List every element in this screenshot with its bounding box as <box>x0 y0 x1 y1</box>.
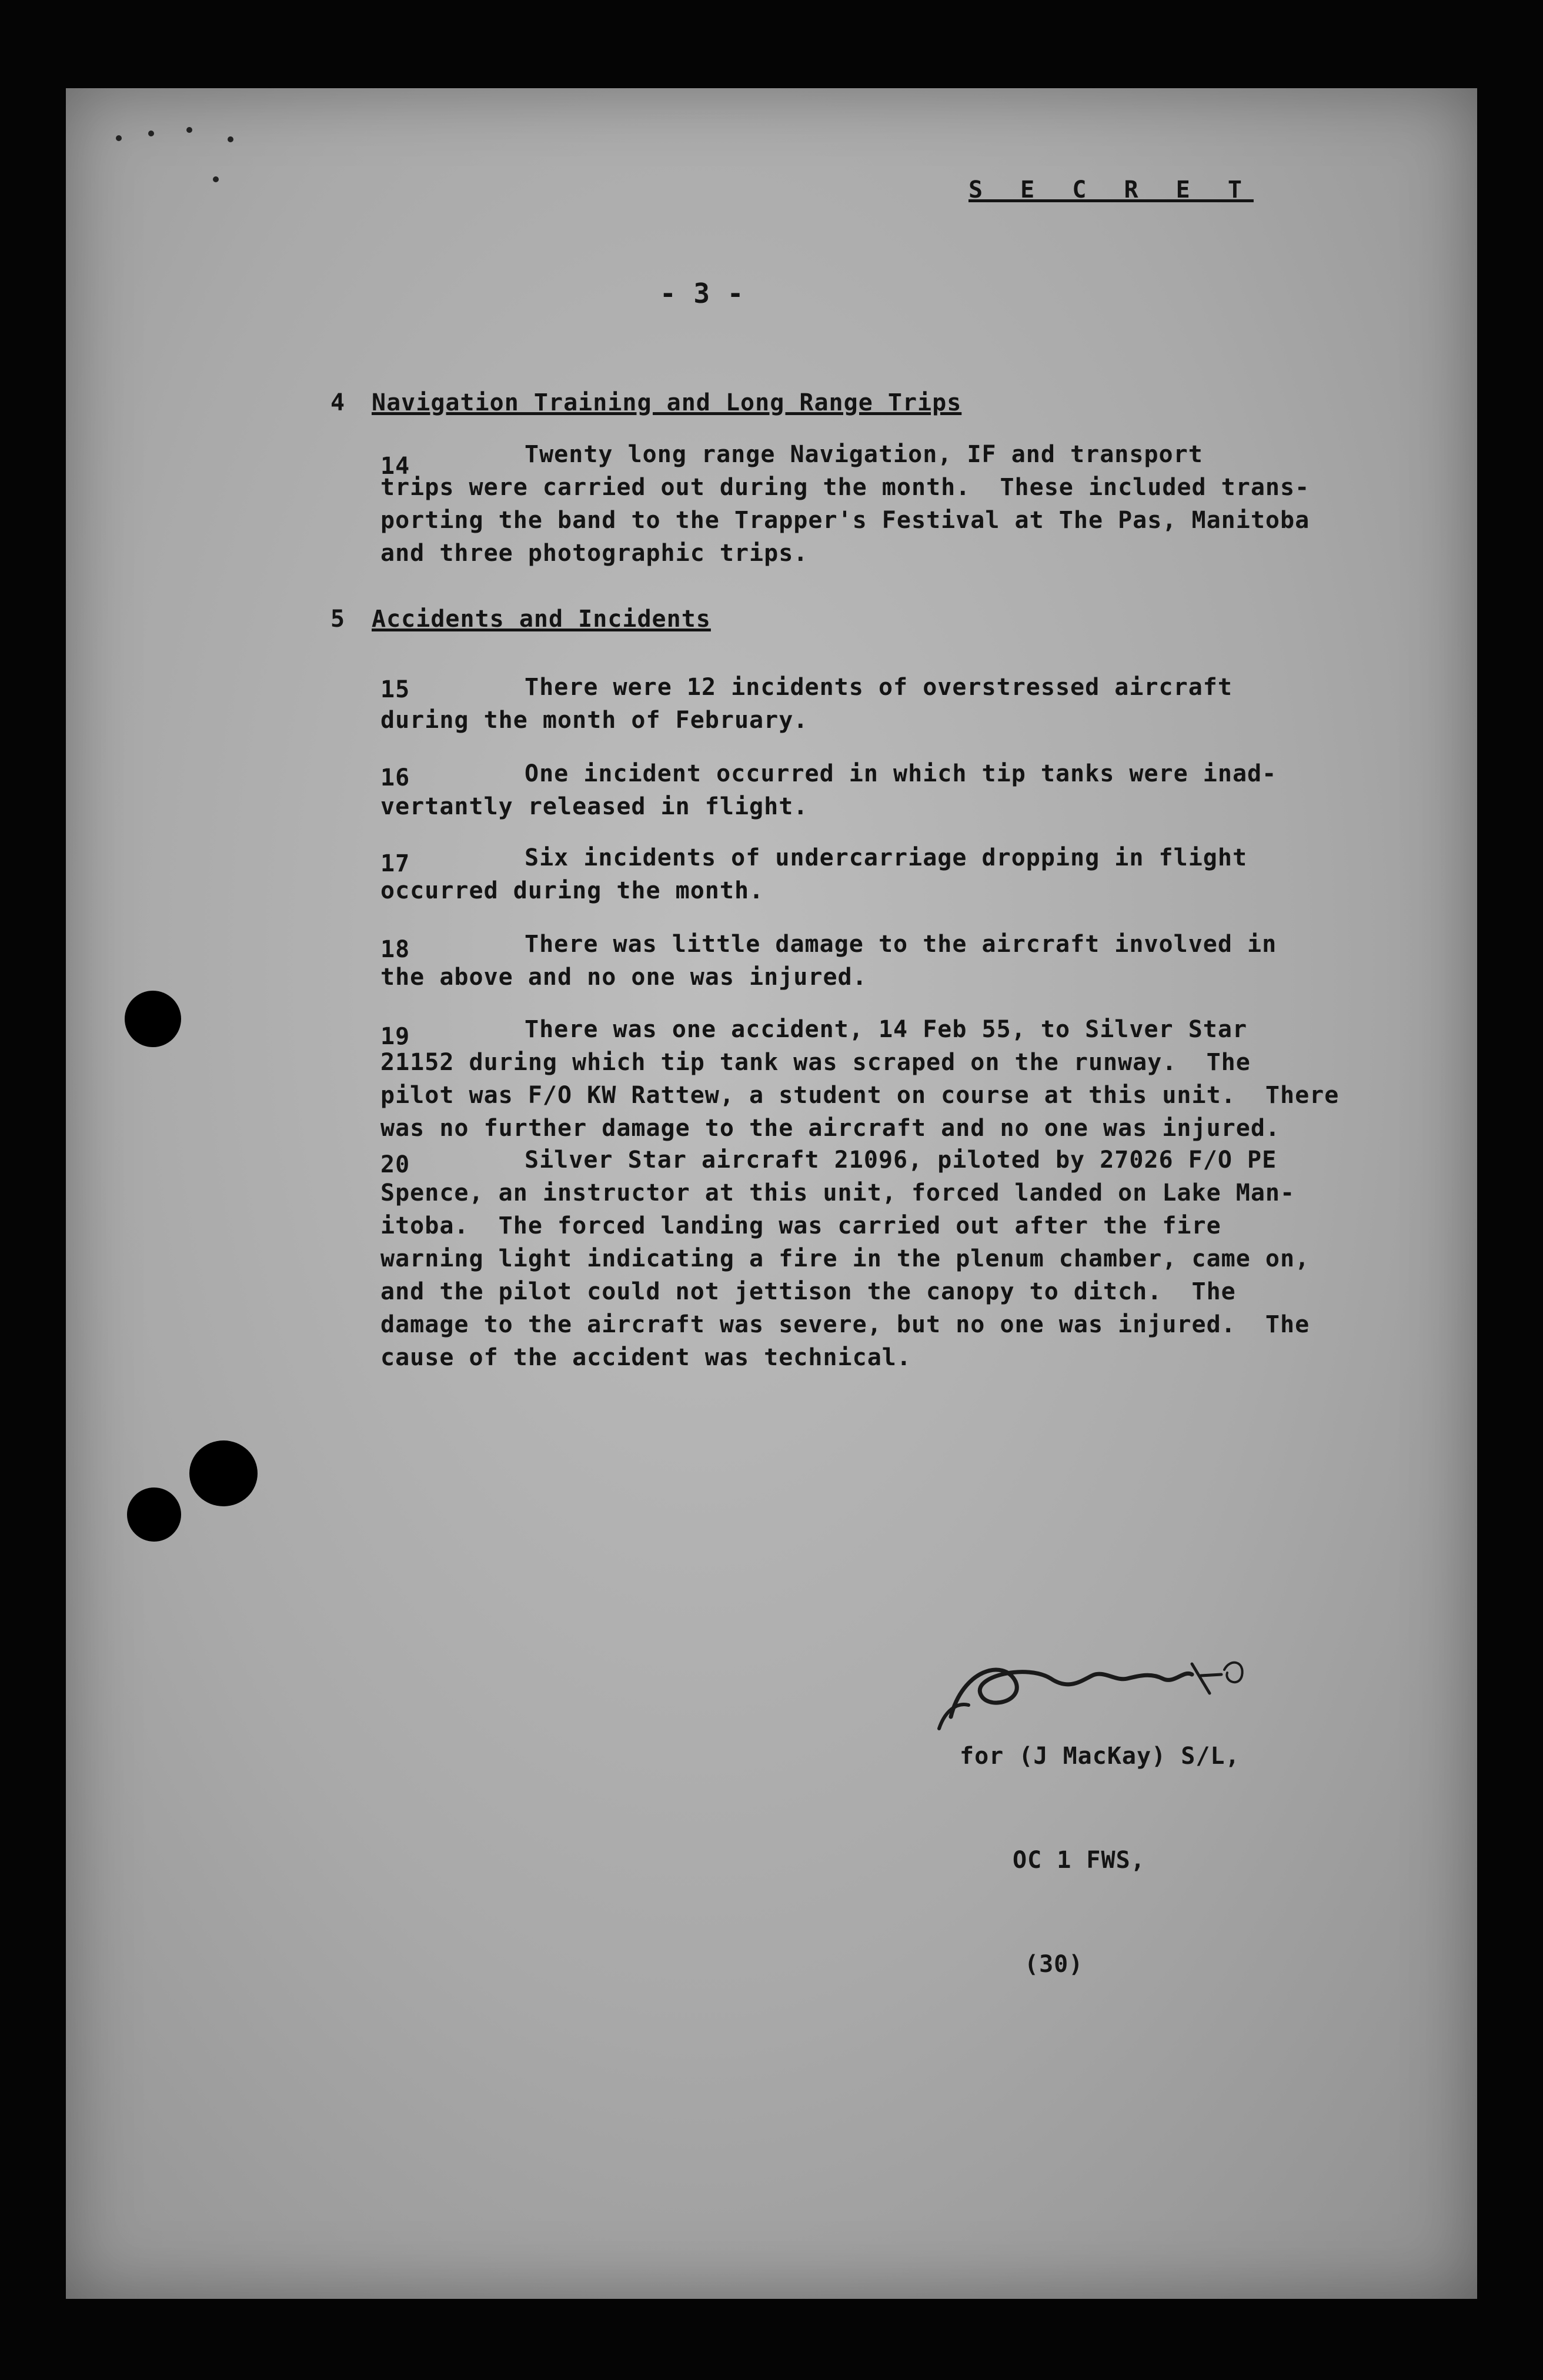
paragraph-line: damage to the aircraft was severe, but no one was injured. The <box>380 1311 1310 1338</box>
section-heading: Accidents and Incidents <box>372 606 711 633</box>
paragraph-line: There was little damage to the aircraft involved in <box>525 931 1277 958</box>
signatory-unit: OC 1 FWS, <box>1013 1847 1145 1874</box>
section-number: 4 <box>330 389 346 416</box>
paragraph-number: 17 <box>380 850 410 877</box>
paragraph-line: occurred during the month. <box>380 877 764 904</box>
section-heading: Navigation Training and Long Range Trips <box>372 389 962 416</box>
signatory-ref: (30) <box>1024 1951 1084 1978</box>
ink-speck <box>116 135 122 141</box>
paragraph-number: 18 <box>380 936 410 963</box>
document-page <box>66 88 1477 2299</box>
paragraph-line: and the pilot could not jettison the canopy to ditch. The <box>380 1278 1236 1305</box>
paragraph-line: Silver Star aircraft 21096, piloted by 27026 F/O PE <box>525 1146 1277 1174</box>
paragraph-number: 15 <box>380 676 410 703</box>
paragraph-number: 16 <box>380 764 410 791</box>
security-classification: S E C R E T <box>968 176 1254 203</box>
paragraph-line: and three photographic trips. <box>380 540 809 567</box>
paragraph-line: warning light indicating a fire in the plenum chamber, came on, <box>380 1245 1310 1272</box>
paragraph-line: pilot was F/O KW Rattew, a student on course at this unit. There <box>380 1082 1340 1109</box>
paragraph-line: the above and no one was injured. <box>380 964 867 991</box>
section-number: 5 <box>330 606 346 633</box>
ink-speck <box>213 176 219 182</box>
punch-hole <box>189 1440 258 1506</box>
paragraph-line: trips were carried out during the month. These included trans- <box>380 474 1310 501</box>
paragraph-line: 21152 during which tip tank was scraped on the runway. The <box>380 1049 1251 1076</box>
paragraph-line: Twenty long range Navigation, IF and transport <box>525 441 1203 468</box>
punch-hole <box>127 1488 181 1542</box>
paragraph-line: vertantly released in flight. <box>380 793 809 820</box>
paragraph-line: One incident occurred in which tip tanks were inad- <box>525 760 1277 787</box>
paragraph-number: 14 <box>380 453 410 480</box>
ink-speck <box>148 131 154 136</box>
ink-speck <box>228 136 233 142</box>
paragraph-number: 20 <box>380 1151 410 1178</box>
paragraph-line: Six incidents of undercarriage dropping in flight <box>525 844 1248 871</box>
punch-hole <box>125 991 181 1047</box>
signature-block <box>960 1670 1240 2051</box>
page-number: - 3 - <box>660 278 744 309</box>
paragraph-line: porting the band to the Trapper's Festival at The Pas, Manitoba <box>380 507 1310 534</box>
ink-speck <box>186 127 192 133</box>
paragraph-line: There was one accident, 14 Feb 55, to Silver Star <box>525 1016 1248 1043</box>
signatory-line: for (J MacKay) S/L, <box>960 1743 1240 1770</box>
paragraph-line: Spence, an instructor at this unit, forced landed on Lake Man- <box>380 1179 1295 1206</box>
paragraph-line: There were 12 incidents of overstressed aircraft <box>525 674 1233 701</box>
paragraph-line: was no further damage to the aircraft and no one was injured. <box>380 1115 1281 1142</box>
paragraph-number: 19 <box>380 1023 410 1050</box>
paragraph-line: cause of the accident was technical. <box>380 1344 911 1371</box>
paragraph-line: during the month of February. <box>380 707 809 734</box>
paragraph-line: itoba. The forced landing was carried out after the fire <box>380 1212 1221 1239</box>
